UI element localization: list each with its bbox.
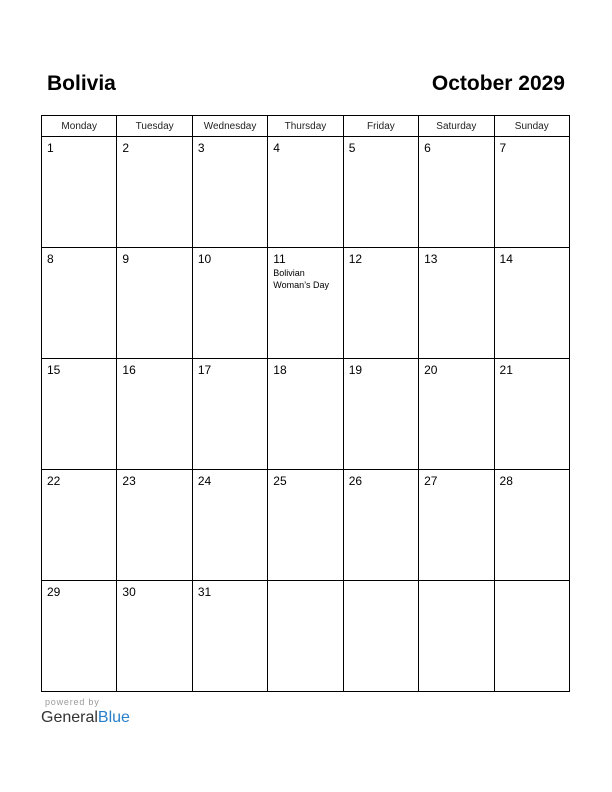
day-number: 15 bbox=[47, 363, 61, 377]
day-number: 25 bbox=[273, 474, 287, 488]
weekday-tuesday: Tuesday bbox=[117, 116, 192, 137]
day-cell bbox=[117, 137, 192, 248]
day-cell bbox=[42, 137, 117, 248]
day-number: 4 bbox=[273, 141, 280, 155]
logo-general: General bbox=[41, 709, 98, 726]
day-number: 24 bbox=[197, 474, 212, 488]
day-cell bbox=[42, 581, 117, 692]
weekday-saturday: Saturday bbox=[419, 116, 494, 137]
day-cell bbox=[494, 359, 569, 470]
calendar-grid bbox=[41, 115, 570, 692]
day-cell bbox=[42, 470, 117, 581]
day-cell bbox=[419, 137, 494, 248]
day-cell-empty bbox=[343, 581, 418, 692]
day-number: 26 bbox=[348, 474, 363, 488]
day-cell bbox=[117, 470, 192, 581]
day-number: 2 bbox=[122, 141, 130, 155]
weekday-wednesday: Wednesday bbox=[192, 116, 267, 137]
day-number: 28 bbox=[499, 474, 513, 488]
powered-by-text: powered by bbox=[45, 697, 100, 707]
day-cell-empty bbox=[268, 581, 343, 692]
day-number: 5 bbox=[348, 141, 356, 155]
day-cell bbox=[494, 470, 569, 581]
day-cell bbox=[343, 137, 418, 248]
day-number: 23 bbox=[122, 474, 136, 488]
day-cell bbox=[419, 248, 494, 359]
footer-brand bbox=[41, 697, 130, 728]
day-cell bbox=[192, 248, 267, 359]
day-cell bbox=[42, 359, 117, 470]
day-number: 21 bbox=[499, 363, 513, 377]
day-cell bbox=[192, 137, 267, 248]
day-number: 18 bbox=[273, 363, 287, 377]
day-number: 6 bbox=[424, 141, 431, 155]
holiday-label: Bolivian Woman’s Day bbox=[273, 268, 329, 290]
month-title: October 2029 bbox=[431, 72, 565, 95]
day-cell bbox=[192, 581, 267, 692]
day-cell bbox=[343, 248, 418, 359]
day-cell bbox=[117, 581, 192, 692]
day-cell bbox=[419, 359, 494, 470]
day-cell bbox=[268, 137, 343, 248]
day-cell bbox=[419, 470, 494, 581]
day-number: 3 bbox=[197, 141, 205, 155]
week-row bbox=[42, 137, 570, 248]
day-cell bbox=[494, 137, 569, 248]
day-cell bbox=[268, 248, 343, 359]
day-cell bbox=[117, 359, 192, 470]
weekday-monday: Monday bbox=[42, 116, 117, 137]
generalblue-logo bbox=[41, 708, 130, 728]
day-number: 30 bbox=[122, 585, 136, 599]
week-row bbox=[42, 470, 570, 581]
weekday-header-row bbox=[42, 116, 570, 137]
day-number: 7 bbox=[499, 141, 507, 155]
day-number: 19 bbox=[348, 363, 363, 377]
day-number: 10 bbox=[197, 252, 212, 266]
day-number: 27 bbox=[424, 474, 438, 488]
country-title: Bolivia bbox=[47, 72, 116, 95]
day-number: 11 bbox=[273, 252, 286, 266]
weekday-sunday: Sunday bbox=[494, 116, 569, 137]
day-number: 17 bbox=[197, 363, 212, 377]
day-number: 8 bbox=[47, 252, 54, 266]
day-cell bbox=[268, 470, 343, 581]
day-number: 20 bbox=[424, 363, 438, 377]
day-number: 16 bbox=[122, 363, 136, 377]
week-row bbox=[42, 248, 570, 359]
day-number: 9 bbox=[122, 252, 130, 266]
day-cell-empty bbox=[419, 581, 494, 692]
day-cell bbox=[192, 470, 267, 581]
day-cell bbox=[343, 470, 418, 581]
day-number: 31 bbox=[197, 585, 212, 599]
day-number: 1 bbox=[47, 141, 54, 155]
day-number: 29 bbox=[47, 585, 61, 599]
weekday-thursday: Thursday bbox=[268, 116, 343, 137]
day-cell bbox=[42, 248, 117, 359]
week-row bbox=[42, 359, 570, 470]
day-cell bbox=[343, 359, 418, 470]
logo-blue: Blue bbox=[97, 709, 130, 726]
day-cell bbox=[117, 248, 192, 359]
day-cell bbox=[268, 359, 343, 470]
day-number: 22 bbox=[47, 474, 61, 488]
day-number: 13 bbox=[424, 252, 438, 266]
day-cell bbox=[494, 248, 569, 359]
weekday-friday: Friday bbox=[343, 116, 418, 137]
week-row bbox=[42, 581, 570, 692]
day-number: 12 bbox=[348, 252, 363, 266]
day-cell-empty bbox=[494, 581, 569, 692]
day-cell bbox=[192, 359, 267, 470]
day-number: 14 bbox=[499, 252, 513, 266]
